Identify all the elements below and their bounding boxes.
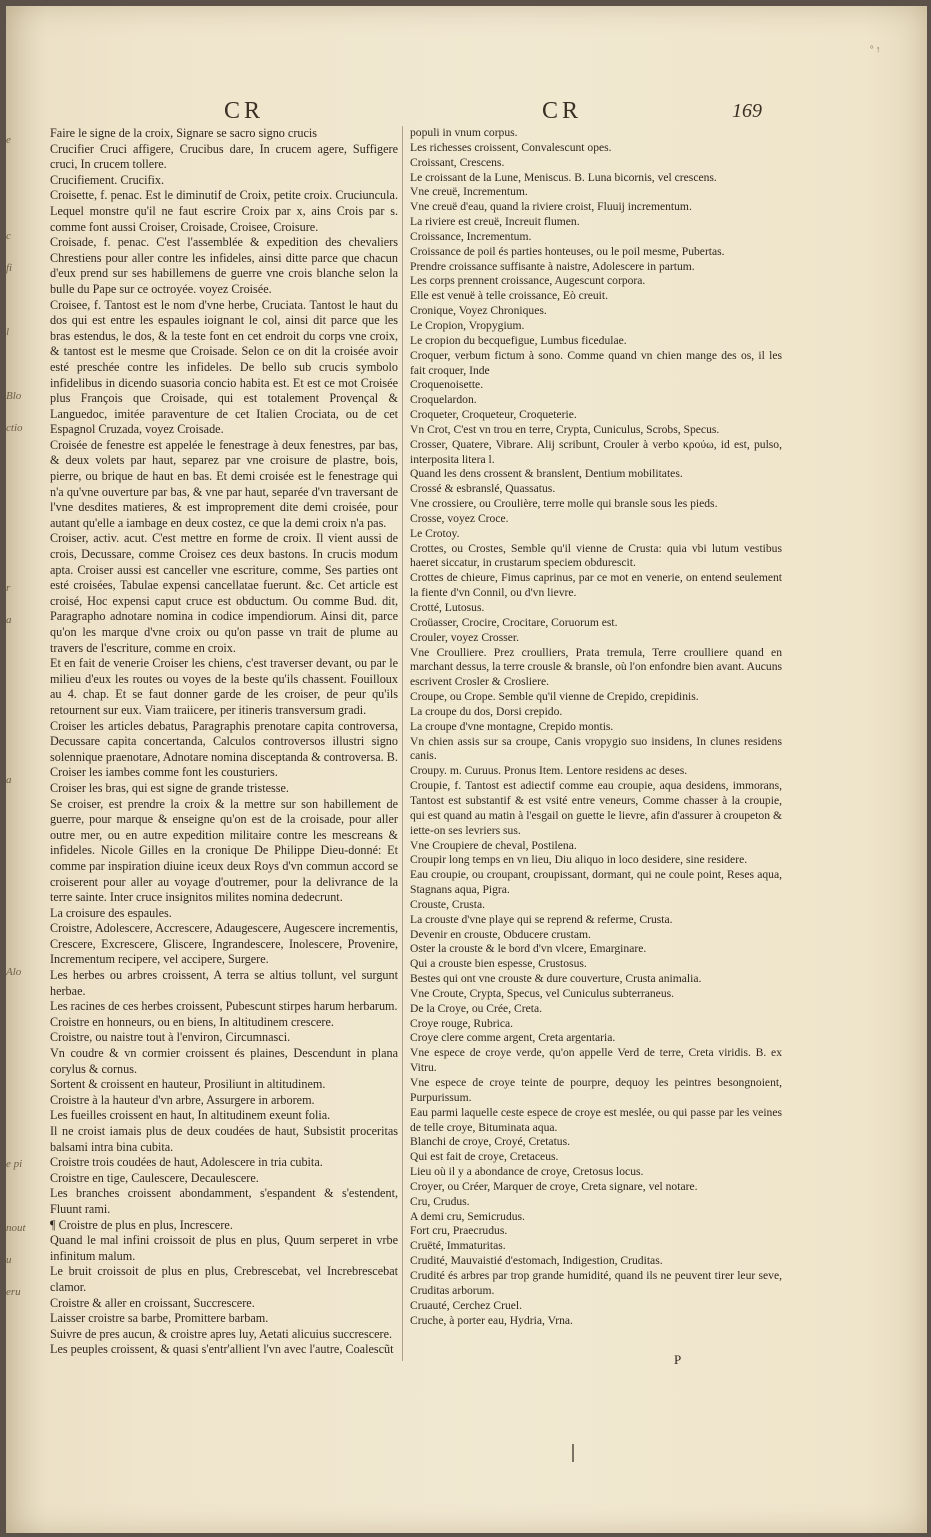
page-number: 169 — [732, 100, 762, 122]
bleed-fragment — [6, 188, 20, 220]
bleed-fragment — [6, 700, 20, 732]
bleed-fragment — [6, 668, 20, 700]
dictionary-entry: Croye rouge, Rubrica. — [410, 1016, 514, 1030]
dictionary-entry: Croupie, f. Tantost est adiectif comme eau croupie, aqua desidens, immorans, Tantost est substantif & est vsité entre veneurs, Comme chasser à la croupie, qui est quand au matin à l'esgail on guette le lievre, afin d'assurer à croupeton & iette-on ses levriers sus. — [410, 779, 782, 837]
bleed-fragment — [6, 732, 20, 764]
bleed-fragment — [6, 636, 20, 668]
corner-mark: ° ↑ — [870, 44, 881, 54]
bleed-fragment: eru — [6, 1286, 21, 1298]
dictionary-entry: Croiser, activ. acut. C'est mettre en forme de croix. Il vient aussi de crois, Decussare, comme Croisez ces deux bastons. In crucis modum apta. Croiser aussi est canceller vne escriture, comme, Ses parties ont esté croisées, Tabulae expensi cancellatae fuerunt. &c. Cet article est croisé, Hoc expensi caput cruce est obductum. Ou comme Bud. dit, Paragrapho adnotare nomina in codice impendiorum. Ainsi dit, parce qu'on les marque d'vne croix ou qu'on passe vn trait de plume au travers de l'escriture, comme en croix. — [50, 531, 398, 655]
dictionary-entry: La croupe du dos, Dorsi crepido. — [410, 704, 563, 718]
dictionary-entry: Cruauté, Cerchez Cruel. — [410, 1298, 523, 1312]
dictionary-entry: Croistre trois coudées de haut, Adolescere in tria cubita. — [50, 1155, 323, 1170]
dictionary-entry: Elle est venuë à telle croissance, Eò creuit. — [410, 289, 608, 303]
bleed-fragment: a — [6, 614, 12, 626]
bleed-fragment — [6, 508, 20, 540]
dictionary-entry: Vne espece de croye verde, qu'on appelle Verd de terre, Creta viridis. B. ex Vitru. — [410, 1046, 782, 1075]
dictionary-entry: Croqueter, Croqueteur, Croqueterie. — [410, 408, 577, 422]
bleed-fragment: c — [6, 230, 11, 242]
bleed-fragment: a — [6, 774, 12, 786]
dictionary-entry: Vne espece de croye teinte de pourpre, dequoy les peintres besongnoient, Purpurissum. — [410, 1076, 782, 1104]
dictionary-entry: Oster la crouste & le bord d'vn vlcere, Emarginare. — [410, 942, 647, 956]
dictionary-entry: Vne creuë d'eau, quand la riviere croist, Fluuij incrementum. — [410, 200, 692, 214]
dictionary-entry: Croupy. m. Curuus. Pronus Item. Lentore residens ac deses. — [410, 764, 688, 778]
dictionary-entry: Les corps prennent croissance, Augescunt corpora. — [410, 274, 646, 288]
dictionary-entry: Vne Croupiere de cheval, Postilena. — [410, 838, 577, 852]
dictionary-entry: Croistre, ou naistre tout à l'environ, Circumnasci. — [50, 1030, 291, 1045]
dictionary-entry: Croissance, Incrementum. — [410, 229, 532, 243]
left-column — [50, 126, 398, 1358]
bleed-fragment — [6, 284, 20, 316]
dictionary-entry: Croquelardon. — [410, 393, 477, 407]
dictionary-entry: Vne Croulliere. Prez croulliers, Prata tremula, Terre croulliere quand en marchant dessus, la terre crousle & bransle, où l'on enfondre bien avant. Aucuns escrivent Crosler & Crosliere. — [410, 645, 783, 689]
dictionary-entry: Eau croupie, ou croupant, croupissant, dormant, qui ne coule point, Reses aqua, Stagnans aqua, Pigra. — [410, 868, 782, 897]
bleed-fragment — [6, 828, 20, 860]
ink-mark — [572, 1444, 574, 1462]
bleed-fragment — [6, 1084, 20, 1116]
dictionary-entry: Vn coudre & vn cormier croissent és plaines, Descendunt in plana corylus & cornus. — [50, 1046, 398, 1076]
dictionary-entry: Le cropion du becquefigue, Lumbus ficedulae. — [410, 333, 627, 347]
bleed-fragment: r — [6, 582, 11, 594]
dictionary-entry: Cru, Crudus. — [410, 1194, 470, 1208]
dictionary-entry: Croupe, ou Crope. Semble qu'il vienne de Crepido, crepidinis. — [410, 690, 699, 704]
bleed-fragment — [6, 988, 20, 1020]
bleed-fragment — [6, 1308, 20, 1340]
dictionary-entry: La croupe d'vne montagne, Crepido montis. — [410, 719, 614, 733]
dictionary-entry: De la Croye, ou Crée, Creta. — [410, 1001, 542, 1015]
dictionary-entry: Vn chien assis sur sa croupe, Canis vropygio suo insidens, In clunes residens canis. — [410, 734, 782, 763]
bleed-fragment — [6, 860, 20, 892]
dictionary-entry: Fort cru, Praecrudus. — [410, 1224, 508, 1238]
dictionary-entry: Cronique, Voyez Chroniques. — [410, 304, 547, 318]
dictionary-entry: A demi cru, Semicrudus. — [410, 1209, 525, 1223]
dictionary-entry: Croquenoisette. — [410, 378, 484, 392]
dictionary-entry: Crottes de chieure, Fimus caprinus, par ce mot en venerie, on entend seulement la fiente d'vn Connil, ou d'vn lievre. — [410, 571, 782, 600]
dictionary-entry: Croüasser, Crocire, Crocitare, Coruorum est. — [410, 615, 618, 629]
dictionary-entry: Croiser les articles debatus, Paragraphis prenotare capita controversa, Decussare capita concertanda, Calculos controversos illustri signo solennique praenotare, Adnotare nomina disceptanda & controversa. B. — [50, 718, 398, 764]
dictionary-entry: Et en fait de venerie Croiser les chiens, c'est traverser devant, ou par le milieu d'eux les routes ou voyes de la beste qu'ils chassent. Fouilloux au 4. chap. Et se faut donner garde de les croiser, de peur qu'ils retournent sur eux. Viam traiicere, per itineris transversum gradi. — [50, 656, 398, 717]
bleed-fragment: l — [6, 326, 10, 338]
dictionary-entry: Il ne croist iamais plus de deux coudées de haut, Subsistit proceritas balsami intra bina cubita. — [50, 1124, 398, 1154]
bleed-fragment — [6, 540, 20, 572]
dictionary-entry: Croisée de fenestre est appelée le fenestrage à deux fenestres, par bas, & deux volets par haut, separez par vne croisure de plastre, bois, pierre, ou brique de haut en bas. Et demi croisée est le fenestrage qui n'a qu'vne ouverture par bas, & vne par haut, separée d'vn traversant de l'vne desdites matieres, & est improprement dite demi croisée, pour autant qu'elle a iambage en deux costez, ce que la demi croix n'a pas. — [50, 437, 398, 530]
dictionary-entry: Se croiser, est prendre la croix & la mettre sur son habillement de guerre, pour marque & enseigne qu'on est de la croisade, pour aller outre mer, ou en autre expedition militaire contre les mescreans & infideles. Nicole Gilles en la cronique De Philippe Dieu-donné: Et comme par inspiration diuine iceux deux Roys d'vn commun accord se croiserent pour aller au voyage d'outremer, pour la delivrance de la terre sainte. Inter cruce insignitos milites nomina dedecrunt. — [50, 796, 398, 905]
dictionary-entry: La riviere est creuë, Increuit flumen. — [410, 215, 580, 229]
dictionary-entry: Crouste, Crusta. — [410, 897, 486, 911]
bleed-fragment — [6, 1340, 20, 1372]
running-head-left: CR — [224, 98, 265, 124]
dictionary-entry: Crosser, Quatere, Vibrare. Alij scribunt, Crouler à verbo κρούω, id est, pulso, interposita litera l. — [410, 437, 782, 466]
dictionary-entry: Croquer, verbum fictum à sono. Comme quand vn chien mange des os, il les fait croquer, Inde — [410, 348, 782, 377]
dictionary-entry: Croissance de poil és parties honteuses, ou le poil mesme, Pubertas. — [410, 244, 725, 258]
dictionary-entry: Crosse, voyez Croce. — [410, 511, 509, 525]
dictionary-entry: Suivre de pres aucun, & croistre apres luy, Aetati alicuius succrescere. — [50, 1326, 393, 1341]
signature-mark: P — [674, 1352, 682, 1367]
right-column — [410, 126, 782, 1328]
dictionary-entry: Crudité, Mauvaistié d'estomach, Indigestion, Cruditas. — [410, 1254, 663, 1268]
dictionary-entry: ¶ Croistre de plus en plus, Increscere. — [50, 1217, 233, 1232]
bleed-fragment — [6, 444, 20, 476]
dictionary-entry: Le bruit croissoit de plus en plus, Crebrescebat, vel Increbrescebat clamor. — [50, 1264, 398, 1294]
dictionary-entry: Croiser les iambes comme font les cousturiers. — [50, 765, 278, 780]
dictionary-entry: Croistre en tige, Caulescere, Decaulescere. — [50, 1170, 259, 1185]
dictionary-entry: Le croissant de la Lune, Meniscus. B. Luna bicornis, vel crescens. — [410, 170, 717, 184]
dictionary-entry: Cruëté, Immaturitas. — [410, 1239, 506, 1253]
dictionary-entry: Croistre en honneurs, ou en biens, In altitudinem crescere. — [50, 1014, 334, 1029]
bleed-fragment: u — [6, 1254, 12, 1266]
dictionary-entry: Eau parmi laquelle ceste espece de croye est meslée, ou qui passe par les veines de telle croye, Bituminata aqua. — [410, 1105, 782, 1134]
dictionary-entry: Crouler, voyez Crosser. — [410, 630, 520, 644]
dictionary-entry: Croisee, f. Tantost est le nom d'vne herbe, Cruciata. Tantost le haut du dos qui est entre les espaules ioignant le col, ainsi dit parce que les bras estendus, le dos, & la teste font en cet endroit du corps vne croix, & tantost est le mesme que Croisade. Selon ce on dit la croisée avoir esté preschée contre les infideles. De bello sub crucis symbolo infidelibus in dicendo suasoria concio habita est. Et est ce mot Croisée plus François que Croisade, qui est totalement Provençal & Languedoc, imitée paraventure de cet Italien Crociata, ou de cet Espagnol Cruzada, voyez Croisade. — [50, 297, 398, 437]
dictionary-entry: Cruche, à porter eau, Hydria, Vrna. — [410, 1313, 573, 1327]
dictionary-entry: Devenir en crouste, Obducere crustam. — [410, 927, 591, 941]
dictionary-entry: Crossé & esbranslé, Quassatus. — [410, 482, 556, 496]
dictionary-entry: Crottes, ou Crostes, Semble qu'il vienne de Crusta: quia vbi lutum vestibus haeret siccatur, in crustarum speciem obdurescit. — [410, 541, 782, 570]
dictionary-entry: Qui est fait de croye, Cretaceus. — [410, 1150, 559, 1164]
dictionary-entry: Croissant, Crescens. — [410, 155, 505, 169]
dictionary-entry: Croiser les bras, qui est signe de grande tristesse. — [50, 780, 289, 795]
dictionary-entry: Croisette, f. penac. Est le diminutif de Croix, petite croix. Cruciuncula. Lequel monstre qu'il ne faut escrire Croix par x, ains Crois par s. comme font aussi Croiser, Croisade, Croisee, Croisure. — [50, 188, 398, 234]
dictionary-entry: Faire le signe de la croix, Signare se sacro signo crucis — [50, 126, 318, 140]
dictionary-entry: Croistre, Adolescere, Accrescere, Adaugescere, Augescere incrementis, Crescere, Excrescere, Gliscere, Ingrandescere, Inolescere, Provenire, Incrementum recipere, vel accipere, Surgere. — [50, 921, 398, 967]
dictionary-entry: Bestes qui ont vne crouste & dure couverture, Crusta animalia. — [410, 972, 702, 986]
running-head-right: CR — [542, 98, 583, 124]
column-rule — [402, 126, 403, 1361]
bleed-fragment: fi — [6, 262, 13, 274]
bleed-fragment: Blo — [6, 390, 22, 402]
dictionary-entry: Croistre à la hauteur d'vn arbre, Assurgere in arborem. — [50, 1092, 315, 1107]
bleed-fragment: nout — [6, 1222, 26, 1234]
dictionary-entry: Croyer, ou Créer, Marquer de croye, Creta signare, vel notare. — [410, 1179, 698, 1193]
dictionary-entry: Les richesses croissent, Convalescunt opes. — [410, 140, 612, 154]
dictionary-entry: populi in vnum corpus. — [410, 126, 518, 139]
bleed-fragment — [6, 476, 20, 508]
dictionary-entry: Blanchi de croye, Croyé, Cretatus. — [410, 1135, 571, 1149]
bleed-fragment — [6, 892, 20, 924]
dictionary-entry: Qui a crouste bien espesse, Crustosus. — [410, 957, 587, 971]
dictionary-entry: Vne creuë, Incrementum. — [410, 185, 528, 199]
bleed-fragment — [6, 1116, 20, 1148]
dictionary-entry: Prendre croissance suffisante à naistre, Adolescere in partum. — [410, 259, 695, 273]
bleed-fragment — [6, 1404, 20, 1436]
bleed-fragment — [6, 1180, 20, 1212]
dictionary-entry: Laisser croistre sa barbe, Promittere barbam. — [50, 1311, 269, 1326]
bleed-through-margin — [6, 124, 26, 1364]
dictionary-entry: Crucifiement. Crucifix. — [50, 172, 165, 187]
bleed-fragment: e — [6, 134, 11, 146]
dictionary-entry: Quand les dens crossent & branslent, Dentium mobilitates. — [410, 467, 683, 481]
dictionary-entry: Crudité és arbres par trop grande humidité, quand ils ne peuvent tirer leur seve, Cruditas arborum. — [410, 1268, 782, 1297]
dictionary-entry: Le Crotoy. — [410, 526, 460, 540]
dictionary-entry: Lieu où il y a abondance de croye, Cretosus locus. — [410, 1165, 644, 1179]
dictionary-entry: Les racines de ces herbes croissent, Pubescunt stirpes harum herbarum. — [50, 999, 398, 1014]
bleed-fragment — [6, 1052, 20, 1084]
dictionary-entry: Crotté, Lutosus. — [410, 601, 485, 614]
dictionary-entry: Crucifier Cruci affigere, Crucibus dare, In crucem agere, Suffigere cruci, In crucem tollere. — [50, 141, 398, 172]
dictionary-entry: Croisade, f. penac. C'est l'assemblée & expedition des chevaliers Chrestiens pour aller contre les infideles, ainsi ditte parce que chacun d'eux prend sur ses habillemens de guerre vne crois blanche selon la bulle du Pape sur ce octroyée. voyez Croisée. — [50, 235, 398, 296]
bleed-fragment — [6, 348, 20, 380]
bleed-fragment: Alo — [6, 966, 22, 978]
dictionary-entry: Croye clere comme argent, Creta argentaria. — [410, 1031, 616, 1045]
dictionary-entry: Le Cropion, Vropygium. — [410, 318, 525, 332]
dictionary-entry: Quand le mal infini croissoit de plus en plus, Quum serperet in vrbe infinitum malum. — [50, 1233, 398, 1263]
bleed-fragment — [6, 796, 20, 828]
dictionary-entry: La crouste d'vne playe qui se reprend & referme, Crusta. — [410, 912, 673, 926]
dictionary-entry: Croupir long temps en vn lieu, Diu aliquo in loco desidere, sine residere. — [410, 853, 748, 867]
bleed-fragment — [6, 1020, 20, 1052]
dictionary-entry: Croistre & aller en croissant, Succrescere. — [50, 1295, 255, 1310]
bleed-fragment — [6, 156, 20, 188]
bleed-fragment — [6, 924, 20, 956]
dictionary-entry: Sortent & croissent en hauteur, Prosiliunt in altitudinem. — [50, 1077, 326, 1092]
dictionary-entry: Les fueilles croissent en haut, In altitudinem exeunt folia. — [50, 1108, 331, 1123]
dictionary-entry: La croisure des espaules. — [50, 905, 172, 920]
bleed-fragment: e pi — [6, 1158, 23, 1170]
bleed-fragment — [6, 1372, 20, 1404]
dictionary-entry: Les peuples croissent, & quasi s'entr'allient l'vn avec l'autre, Coalescũt — [50, 1342, 394, 1357]
dictionary-entry: Les branches croissent abondamment, s'espandent & s'estendent, Fluunt rami. — [50, 1186, 398, 1216]
dictionary-entry: Les herbes ou arbres croissent, A terra se altius tollunt, vel surgunt herbae. — [50, 968, 398, 998]
bleed-fragment: ctio — [6, 422, 23, 434]
dictionary-entry: Vne Croute, Crypta, Specus, vel Cuniculus subterraneus. — [410, 986, 675, 1000]
dictionary-entry: Vn Crot, C'est vn trou en terre, Crypta, Cuniculus, Scrobs, Specus. — [410, 422, 720, 436]
dictionary-entry: Vne crossiere, ou Croulière, terre molle qui bransle sous les pieds. — [410, 497, 718, 511]
book-page — [6, 6, 927, 1533]
